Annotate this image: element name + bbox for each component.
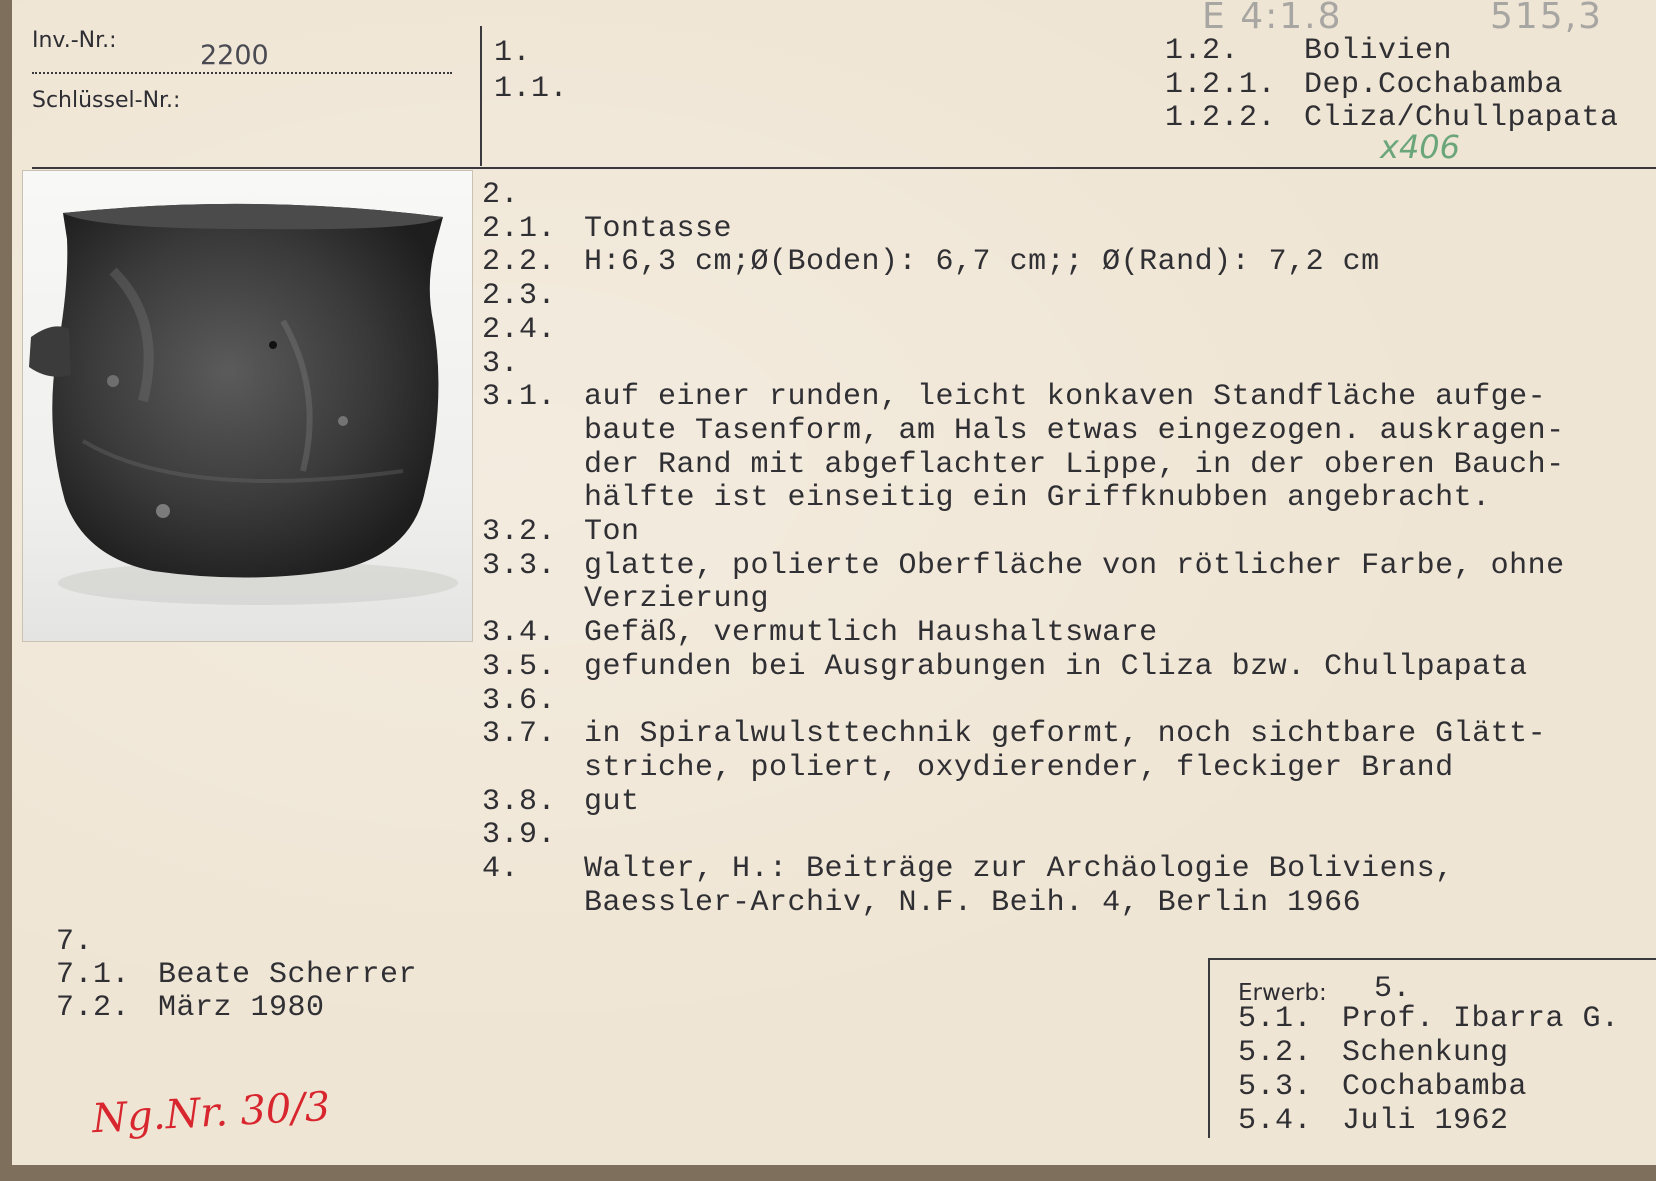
- loc-num: 1.2.: [1165, 34, 1240, 68]
- line-text: glatte, polierte Oberfläche von rötlicher Farbe, ohne: [584, 549, 1565, 583]
- line-number: 3.8.: [482, 785, 557, 819]
- acq-text: Schenkung: [1342, 1036, 1509, 1070]
- line-text: H:6,3 cm;Ø(Boden): 6,7 cm;; Ø(Rand): 7,2 cm: [584, 245, 1380, 279]
- object-photo: [22, 170, 473, 642]
- section-1: 1.: [494, 36, 532, 70]
- loc-text: Cliza/Chullpapata: [1304, 101, 1619, 135]
- acq-text: Prof. Ibarra G.: [1342, 1002, 1620, 1036]
- line-number: 3.5.: [482, 650, 557, 684]
- line-number: 3.9.: [482, 818, 557, 852]
- line-number: 3.7.: [482, 717, 557, 751]
- line-text: der Rand mit abgeflachter Lippe, in der oberen Bauch-: [584, 448, 1565, 482]
- loc-text: Dep.Cochabamba: [1304, 68, 1564, 102]
- clay-cup-icon: [23, 171, 472, 641]
- line-number: 4.: [482, 852, 520, 886]
- loc-text: Bolivien: [1304, 34, 1453, 68]
- acq-num: 5.3.: [1238, 1070, 1313, 1104]
- key-label: Schlüssel-Nr.:: [32, 88, 181, 113]
- line-number: 2.1.: [482, 212, 557, 246]
- line-text: hälfte ist einseitig ein Griffknubben angebracht.: [584, 481, 1491, 515]
- line-text: Gefäß, vermutlich Haushaltsware: [584, 616, 1158, 650]
- acq-text: Cochabamba: [1342, 1070, 1528, 1104]
- negative-number-handwritten: Ng.Nr. 30/3: [90, 1083, 332, 1143]
- header-horizontal-divider: [32, 167, 1656, 169]
- author-text: Beate Scherrer: [158, 958, 418, 992]
- line-number: 3.6.: [482, 684, 557, 718]
- acquisition-head: 5.: [1374, 972, 1412, 1006]
- line-text: baute Tasenform, am Hals etwas eingezogen. auskragen-: [584, 414, 1565, 448]
- line-text: striche, poliert, oxydierender, fleckiger Brand: [584, 751, 1454, 785]
- line-number: 3.1.: [482, 380, 557, 414]
- line-number: 2.: [482, 178, 520, 212]
- pencil-annotation-green: x406: [1380, 128, 1461, 166]
- author-text: März 1980: [158, 991, 325, 1025]
- line-number: 3.: [482, 347, 520, 381]
- line-number: 3.3.: [482, 549, 557, 583]
- pencil-annotation-grey: E 4:1.8: [1202, 0, 1343, 37]
- line-number: 2.2.: [482, 245, 557, 279]
- line-text: Walter, H.: Beiträge zur Archäologie Boliviens,: [584, 852, 1454, 886]
- line-text: Baessler-Archiv, N.F. Beih. 4, Berlin 1966: [584, 886, 1362, 920]
- inv-label: Inv.-Nr.:: [32, 28, 117, 53]
- author-num: 7.2.: [56, 991, 131, 1025]
- inv-value: 2200: [200, 40, 269, 71]
- pencil-annotation-grey-2: 515,3: [1490, 0, 1604, 37]
- acq-num: 5.2.: [1238, 1036, 1313, 1070]
- line-number: 3.4.: [482, 616, 557, 650]
- inv-underline: [32, 72, 452, 74]
- author-num: 7.1.: [56, 958, 131, 992]
- acq-text: Juli 1962: [1342, 1104, 1509, 1138]
- author-num: 7.: [56, 925, 94, 959]
- line-number: 3.2.: [482, 515, 557, 549]
- acquisition-box-top: [1208, 958, 1656, 960]
- line-text: auf einer runden, leicht konkaven Standfläche aufge-: [584, 380, 1547, 414]
- line-text: Ton: [584, 515, 640, 549]
- header-vertical-divider: [480, 26, 482, 166]
- catalog-card: [12, 0, 1656, 1165]
- acq-num: 5.1.: [1238, 1002, 1313, 1036]
- acquisition-label: Erwerb:: [1238, 980, 1327, 1006]
- line-text: in Spiralwulsttechnik geformt, noch sichtbare Glätt-: [584, 717, 1547, 751]
- acquisition-box-left: [1208, 958, 1210, 1138]
- line-text: gefunden bei Ausgrabungen in Cliza bzw. Chullpapata: [584, 650, 1528, 684]
- acq-num: 5.4.: [1238, 1104, 1313, 1138]
- section-1-1: 1.1.: [494, 72, 569, 106]
- line-text: Tontasse: [584, 212, 733, 246]
- loc-num: 1.2.1.: [1165, 68, 1277, 102]
- line-number: 2.3.: [482, 279, 557, 313]
- line-text: gut: [584, 785, 640, 819]
- loc-num: 1.2.2.: [1165, 101, 1277, 135]
- line-number: 2.4.: [482, 313, 557, 347]
- line-text: Verzierung: [584, 582, 770, 616]
